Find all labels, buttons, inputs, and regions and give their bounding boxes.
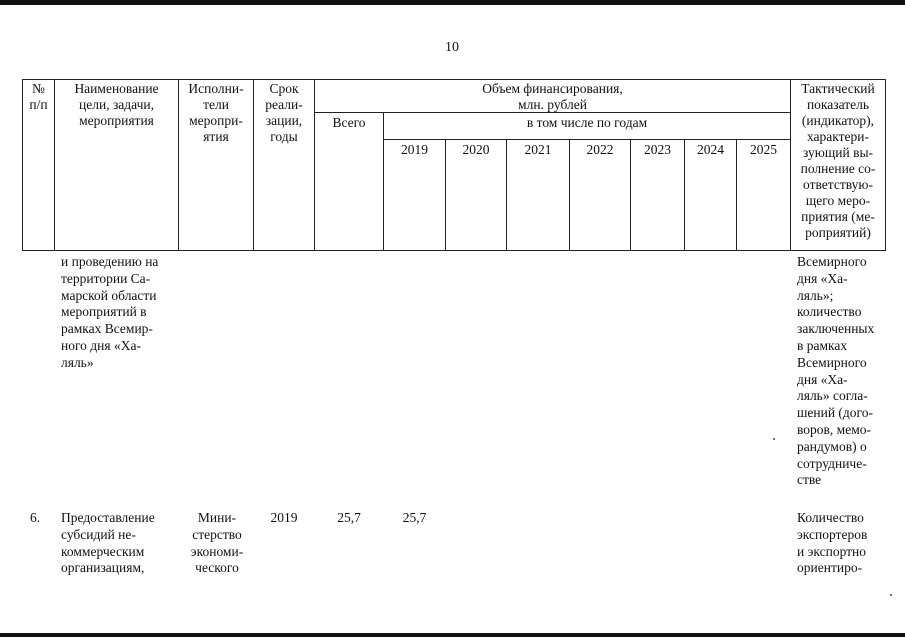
header-executors-line: Исполни- [188,81,244,96]
row6-executor-line: стерство [192,526,242,542]
row6-indicator-line: ориентиро- [797,560,863,576]
header-top-line [22,79,885,80]
row6-indicator [797,510,877,577]
header-executors-line: ятия [203,129,229,144]
header-year: 2022 [586,142,614,157]
header-term-line: реали- [265,97,303,112]
header-name-line: Наименование [74,81,159,96]
continuation-name-line: территории Са- [61,270,151,286]
header-executors [179,81,253,145]
row6-term: 2019 [270,510,298,525]
header-term-line: Срок [269,81,299,96]
continuation-indicator-line: сотрудниче- [797,455,867,471]
header-indicator-line: ответствую- [803,177,873,192]
continuation-indicator-line: стве [797,472,822,488]
row6-name-line: организациям, [61,560,145,576]
page-number: 10 [445,40,459,55]
header-name [55,81,178,129]
continuation-name-line: ного дня «Ха- [61,337,141,353]
header-year: 2019 [401,142,428,157]
continuation-indicator-line: дня «Ха- [797,270,848,286]
continuation-name [61,254,173,372]
row6-2019: 25,7 [402,510,427,525]
continuation-indicator-line: воров, мемо- [797,421,871,437]
header-indicator-line: характери- [806,129,870,144]
continuation-name-line: и проведению на [61,254,159,269]
continuation-indicator-line: Всемирного [797,354,867,370]
header-name-line: цели, задачи, [79,97,154,112]
header-indicator-line: показатель [806,97,870,112]
header-executors-line: меропри- [189,113,243,128]
header-year: 2025 [750,142,777,157]
header-term-line: годы [270,129,298,144]
header-funding-line: Объем финансирования, [482,81,623,96]
row6-executor-line: экономи- [190,543,244,559]
row6-executor-line: Мини- [197,510,237,525]
row6-name-line: Предоставление [61,510,155,525]
row6-number: 6. [30,510,41,525]
continuation-indicator-line: Всемирного [797,254,867,269]
row6-total: 25,7 [337,510,361,525]
header-indicator-line: зующий вы- [802,145,874,160]
bottom-border [0,633,905,637]
continuation-indicator [797,254,877,489]
row6-indicator-line: экспортеров [797,526,868,542]
row6-name-line: коммерческим [61,543,145,559]
col-line-total [383,112,384,251]
row6-indicator-line: и экспортно [797,543,867,559]
header-bottom-line [22,250,885,251]
header-term [254,81,314,145]
header-indicator [791,81,885,241]
continuation-indicator-line: ляль»; [797,287,834,303]
header-indicator-line: роприятий) [805,225,871,240]
row6-name [61,510,173,577]
row6-executor [185,510,249,577]
header-number-line: п/п [29,97,48,112]
header-year: 2023 [644,142,671,157]
continuation-indicator-line: количество [797,304,862,320]
row6-indicator-line: Количество [797,510,864,525]
header-indicator-line: щего меро- [805,193,871,208]
header-year: 2021 [524,142,552,157]
header-years-label: в том числе по годам [526,115,648,130]
row6-executor-line: ческого [195,560,239,576]
col-line-6 [885,79,886,251]
header-term-line: зации, [265,113,303,128]
continuation-name-line: марской области [61,287,157,303]
continuation-name-line: ляль» [61,354,94,370]
scan-speck [773,438,775,440]
header-funding-line: млн. рублей [518,97,587,112]
header-year: 2020 [462,142,490,157]
header-indicator-line: Тактический [801,81,875,96]
continuation-indicator-line: в рамках [797,337,848,353]
header-executors-line: тели [203,97,229,112]
header-number [22,81,55,113]
row6-name-line: субсидий не- [61,526,136,542]
top-border [0,0,905,5]
continuation-name-line: рамках Всемир- [61,321,153,337]
continuation-indicator-line: заключенных [797,321,875,337]
continuation-indicator-line: ляль» согла- [797,388,868,404]
header-funding [315,81,790,113]
continuation-indicator-line: шений (дого- [797,405,873,421]
header-indicator-line: приятия (ме- [801,209,875,224]
header-number-line: № [32,81,45,96]
continuation-indicator-line: дня «Ха- [797,371,848,387]
header-year: 2024 [697,142,724,157]
header-indicator-line: (индикатор), [801,113,875,128]
header-total: Всего [332,115,366,130]
continuation-name-line: мероприятий в [61,304,147,320]
header-name-line: мероприятия [79,113,154,128]
scan-speck [890,594,892,596]
continuation-indicator-line: рандумов) о [797,438,867,454]
header-indicator-line: полнение со- [800,161,876,176]
